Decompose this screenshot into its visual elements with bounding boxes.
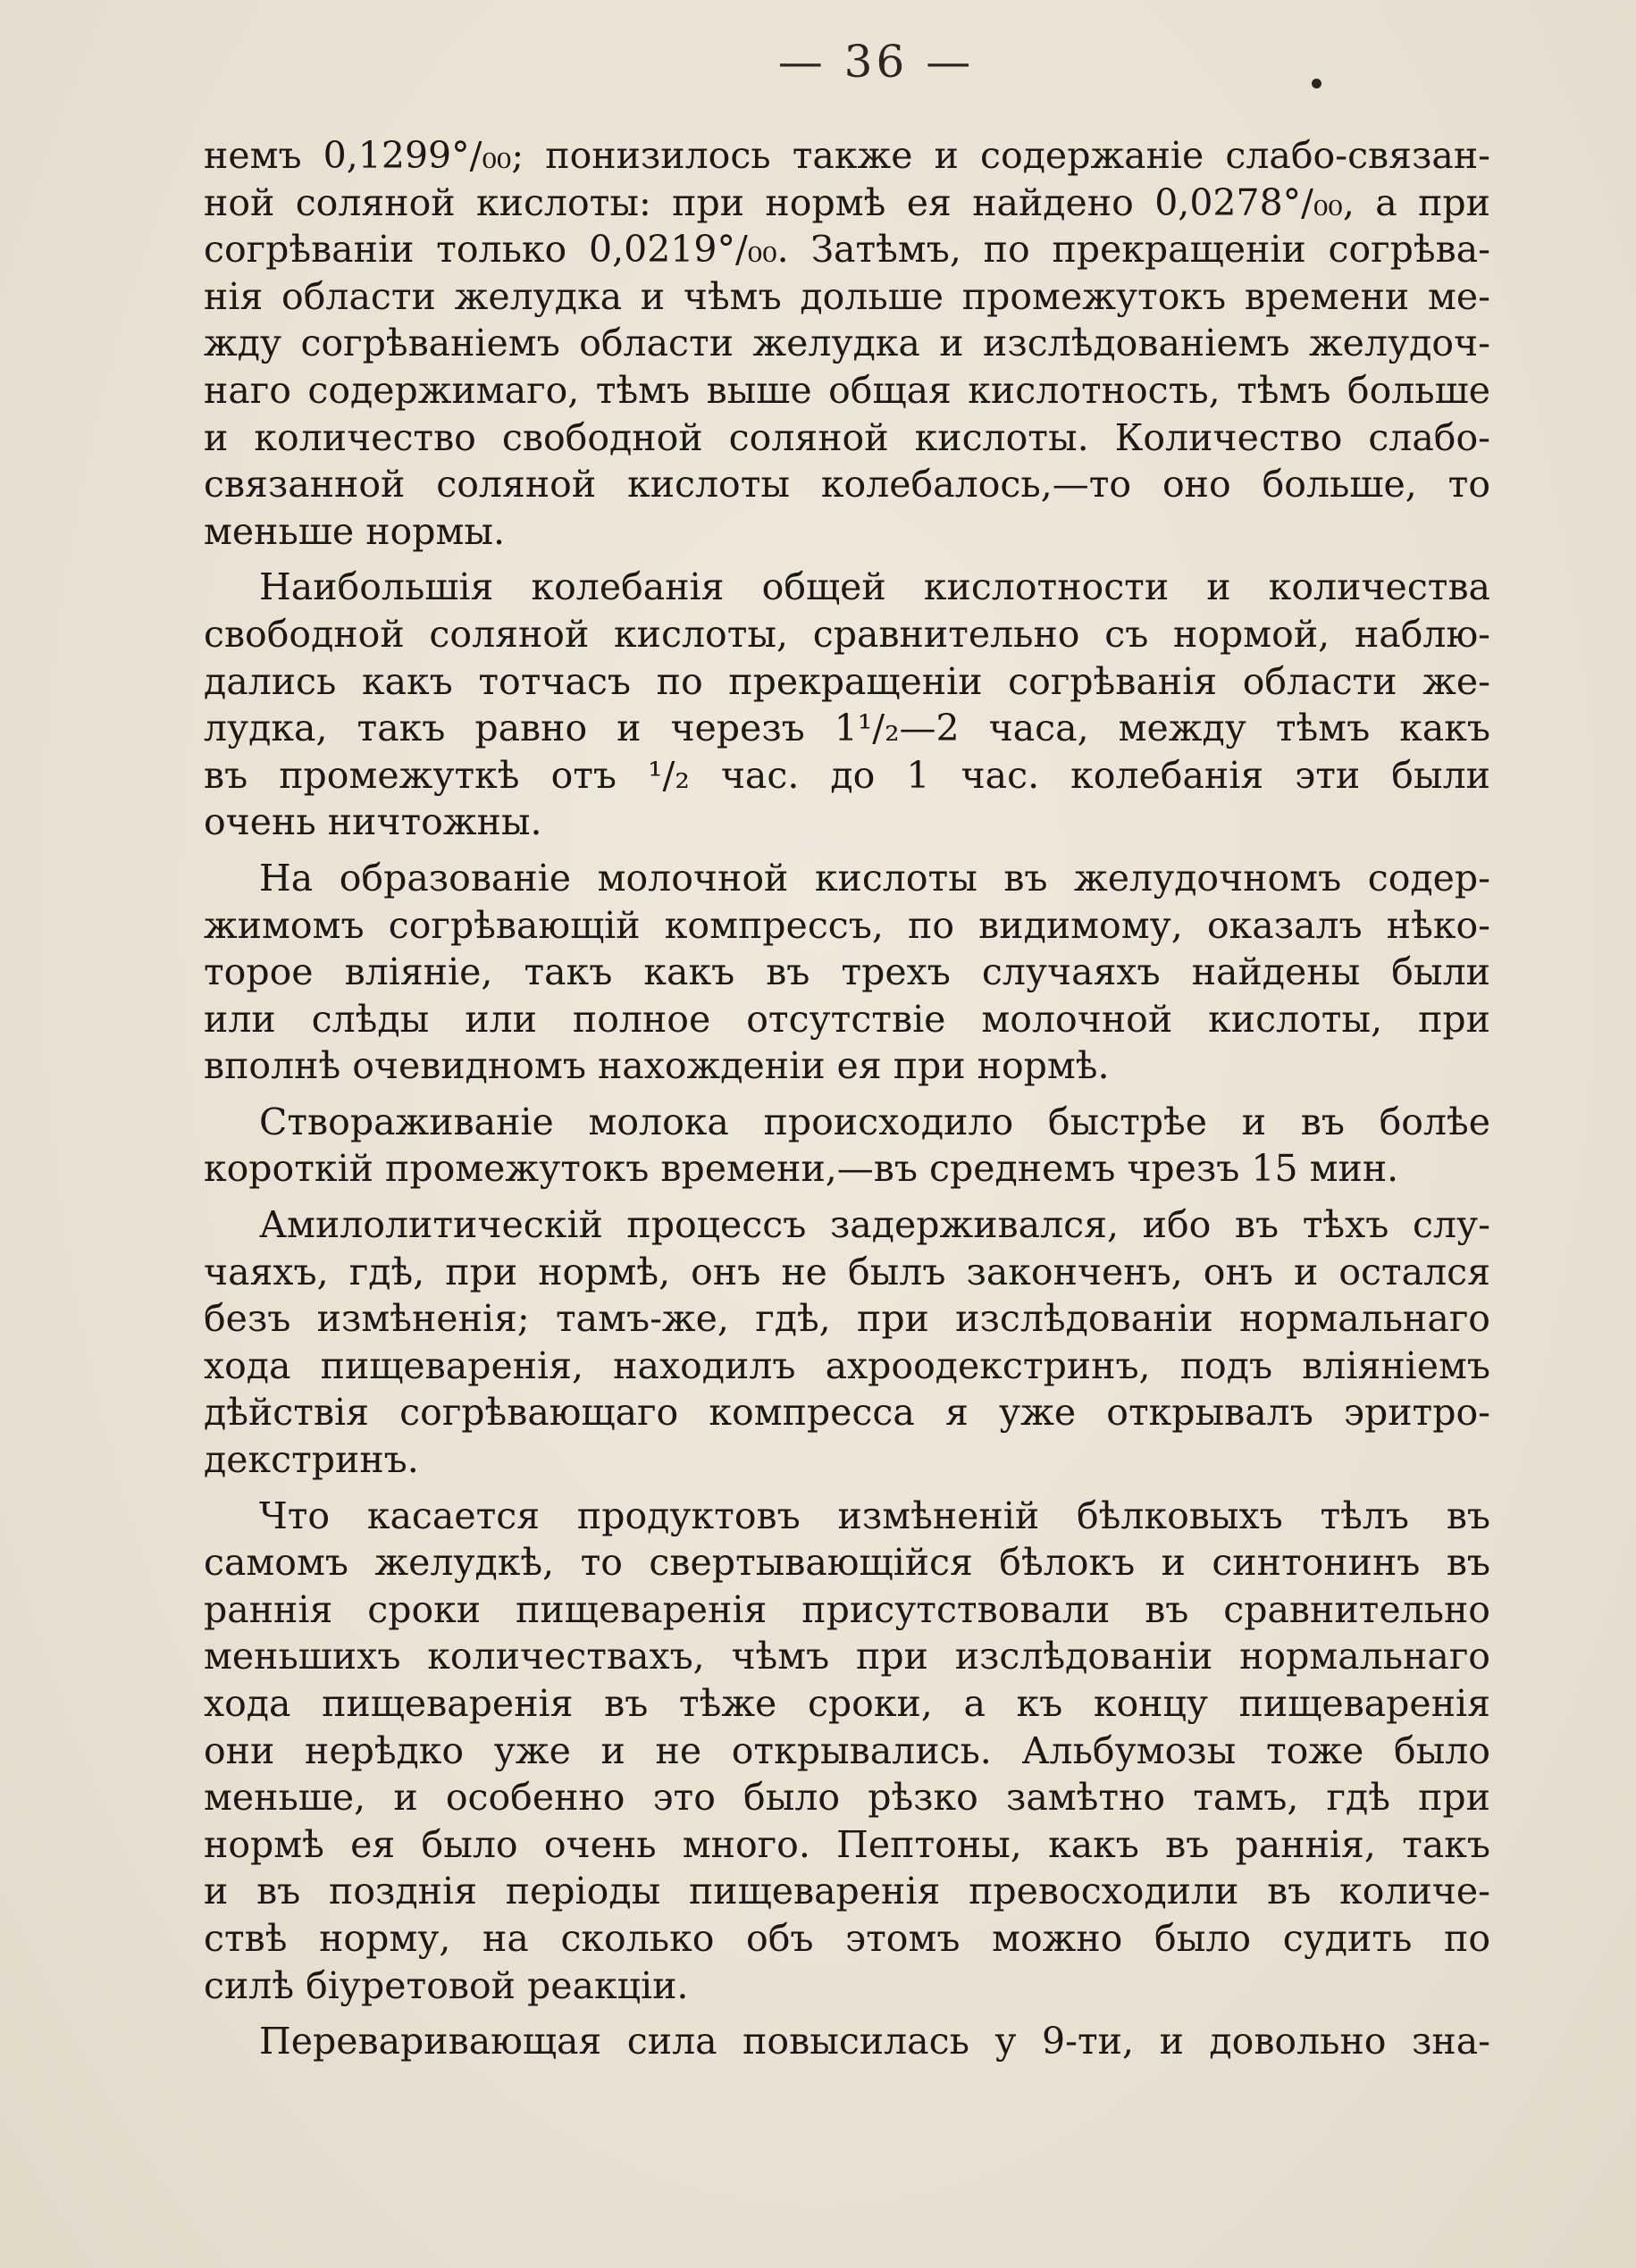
paragraph — [204, 2018, 1490, 2065]
text-line: безъ измѣненія; тамъ-же, гдѣ, при изслѣдованіи нормальнаго — [204, 1297, 1490, 1341]
body-text — [204, 132, 1490, 2074]
text-line: декстринъ. — [204, 1438, 419, 1482]
text-line: и въ позднія періоды пищеваренія превосходили въ количе- — [204, 1870, 1490, 1913]
text-line: свободной соляной кислоты, сравнительно съ нормой, наблю- — [204, 612, 1490, 656]
paragraph — [204, 855, 1490, 1090]
page-number: — 36 — — [777, 36, 975, 88]
text-line: жду согрѣваніемъ области желудка и изслѣдованіемъ желудоч- — [204, 322, 1490, 365]
text-line: или слѣды или полное отсутствіе молочной кислоты, при — [204, 997, 1490, 1041]
paragraph — [204, 1201, 1490, 1484]
text-line: меньше нормы. — [204, 509, 506, 553]
text-line: Наибольшія колебанія общей кислотности и количества — [259, 565, 1490, 609]
text-line: наго содержимаго, тѣмъ выше общая кислотность, тѣмъ больше — [204, 368, 1490, 412]
text-line: согрѣваніи только 0,0219°/₀₀. Затѣмъ, по прекращеніи согрѣва- — [204, 228, 1490, 272]
text-line: они нерѣдко уже и не открывались. Альбумозы тоже было — [204, 1728, 1490, 1772]
text-line: раннія сроки пищеваренія присутствовали въ сравнительно — [204, 1587, 1490, 1631]
text-line: жимомъ согрѣвающій компрессъ, по видимому, оказалъ нѣко- — [204, 903, 1490, 947]
paragraph — [204, 1099, 1490, 1193]
ink-dot — [1312, 79, 1321, 88]
text-line: вполнѣ очевидномъ нахожденіи ея при нормѣ. — [204, 1044, 1110, 1088]
text-line: меньшихъ количествахъ, чѣмъ при изслѣдованіи нормальнаго — [204, 1635, 1490, 1678]
paragraph — [204, 132, 1490, 555]
text-line: ной соляной кислоты: при нормѣ ея найдено 0,0278°/₀₀, а при — [204, 180, 1490, 224]
paragraph — [204, 564, 1490, 846]
text-line: и количество свободной соляной кислоты. Количество слабо- — [204, 415, 1490, 459]
text-line: Что касается продуктовъ измѣненій бѣлковыхъ тѣлъ въ — [259, 1494, 1490, 1537]
text-line: нормѣ ея было очень много. Пептоны, какъ въ раннія, такъ — [204, 1822, 1490, 1866]
text-line: нія области желудка и чѣмъ дольше промежутокъ времени ме- — [204, 274, 1490, 318]
text-line: хода пищеваренія, находилъ ахроодекстринъ, подъ вліяніемъ — [204, 1343, 1490, 1387]
text-line: лудка, такъ равно и черезъ 1¹/₂—2 часа, между тѣмъ какъ — [204, 707, 1490, 750]
text-line: На образованіе молочной кислоты въ желудочномъ содер- — [259, 856, 1490, 900]
text-line: торое вліяніе, такъ какъ въ трехъ случаяхъ найдены были — [204, 950, 1490, 994]
text-line: силѣ біуретовой реакціи. — [204, 1963, 689, 2007]
text-line: связанной соляной кислоты колебалось,—то оно больше, то — [204, 463, 1490, 506]
text-line: очень ничтожны. — [204, 800, 542, 844]
text-line: дѣйствія согрѣвающаго компресса я уже открывалъ эритро- — [204, 1391, 1490, 1435]
text-line: Переваривающая сила повысилась у 9-ти, и довольно зна- — [259, 2020, 1490, 2063]
text-line: короткій промежутокъ времени,—въ среднемъ чрезъ 15 мин. — [204, 1147, 1399, 1191]
text-line: чаяхъ, гдѣ, при нормѣ, онъ не былъ законченъ, онъ и остался — [204, 1250, 1490, 1293]
text-line: Створаживаніе молока происходило быстрѣе и въ болѣе — [259, 1100, 1490, 1143]
text-line: немъ 0,1299°/₀₀; понизилось также и содержаніе слабо-связан- — [204, 134, 1490, 177]
text-line: дались какъ тотчасъ по прекращеніи согрѣванія области же- — [204, 659, 1490, 703]
text-line: въ промежуткѣ отъ ¹/₂ час. до 1 час. колебанія эти были — [204, 753, 1490, 797]
text-line: самомъ желудкѣ, то свертывающійся бѣлокъ и синтонинъ въ — [204, 1541, 1490, 1585]
text-line: Амилолитическій процессъ задерживался, ибо въ тѣхъ слу- — [259, 1203, 1490, 1247]
text-line: хода пищеваренія въ тѣже сроки, а къ концу пищеваренія — [204, 1682, 1490, 1725]
text-line: ствѣ норму, на сколько объ этомъ можно было судить по — [204, 1916, 1490, 1960]
text-line: меньше, и особенно это было рѣзко замѣтно тамъ, гдѣ при — [204, 1776, 1490, 1820]
paragraph — [204, 1493, 1490, 2010]
